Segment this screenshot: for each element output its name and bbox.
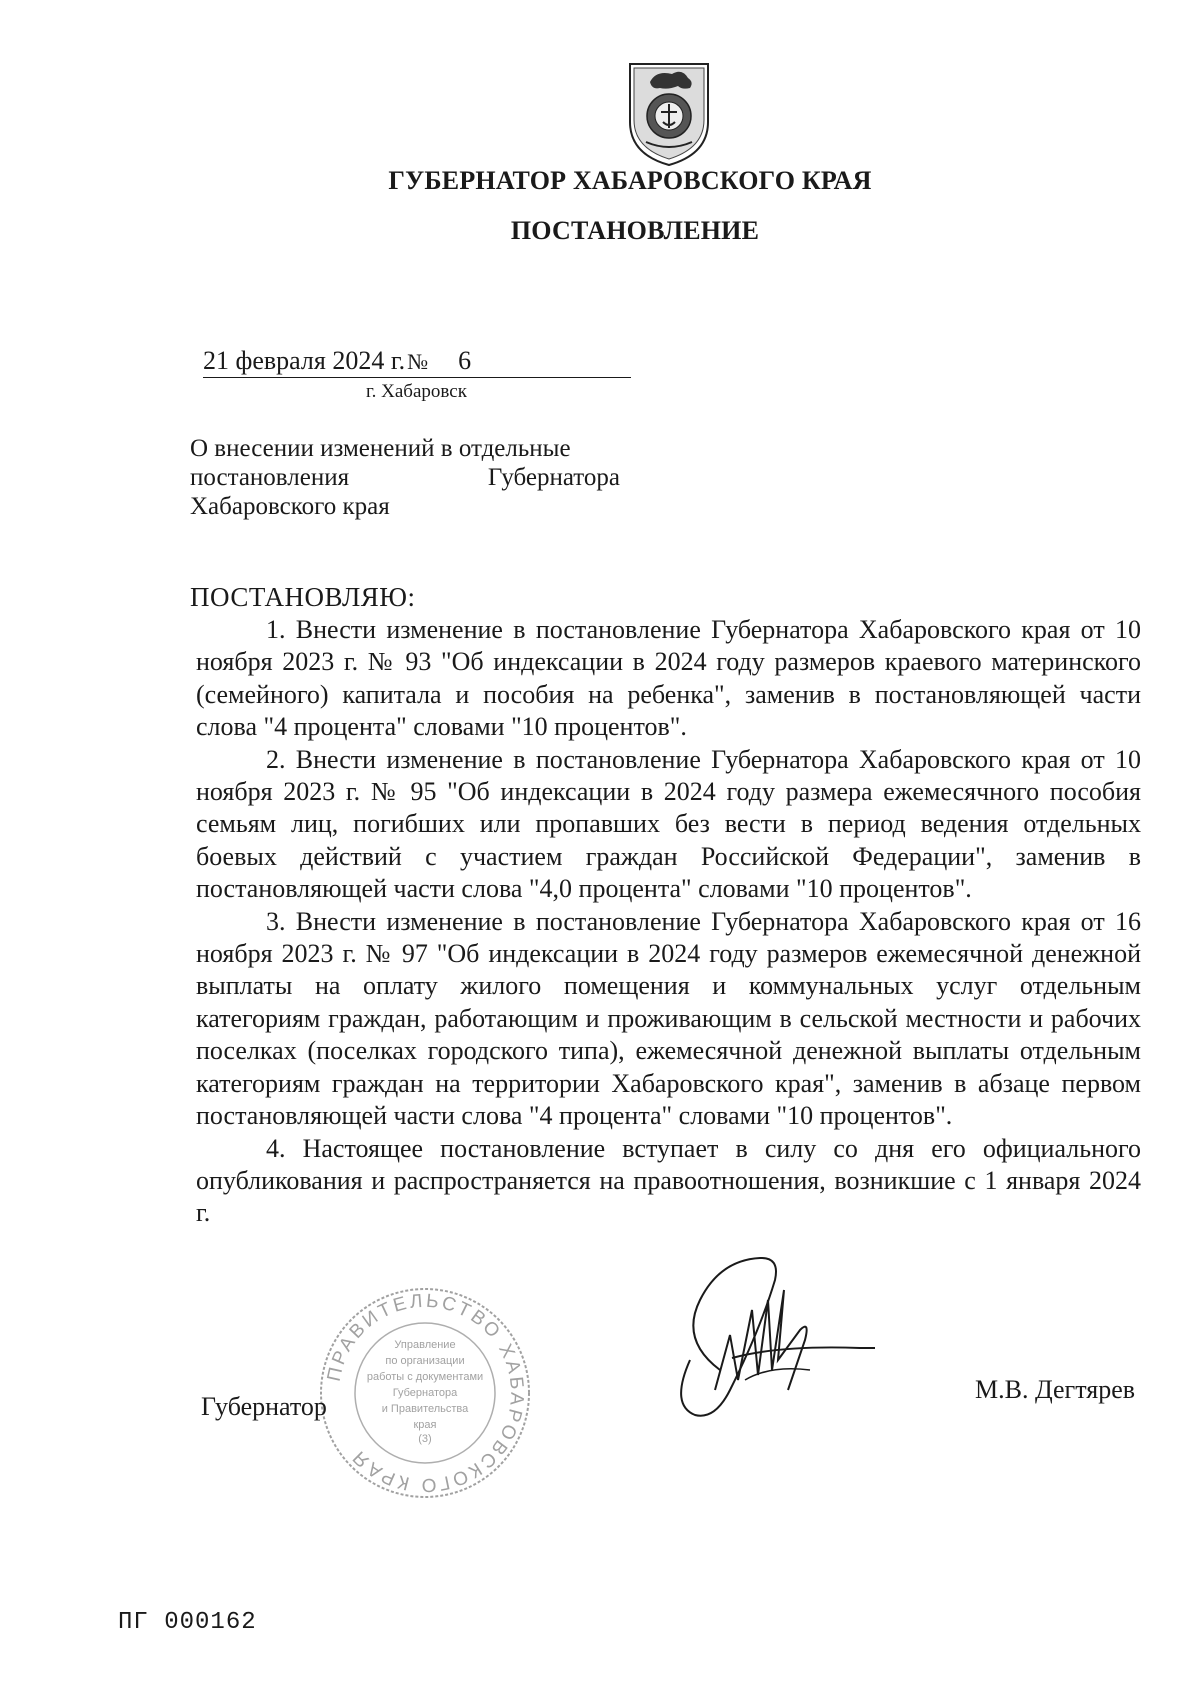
subject-line-2-left: постановления [190,464,350,491]
subject-line-3: Хабаровского края [190,493,390,520]
stamp-center-line-7: (3) [418,1433,432,1445]
document-body [196,614,1141,1230]
document-number: 6 [458,346,472,375]
stamp-center-line-4: Губернатора [392,1387,458,1399]
stamp-center-line-5: и Правительства [381,1403,469,1415]
date-underline [203,377,631,378]
signatory-name: М.В. Дегтярев [975,1375,1136,1404]
paragraph-4: 4. Настоящее постановление вступает в силу со дня его официального опубликования и распространяется на правоотношения, возникшие с 1 января 2024 г. [196,1133,1141,1228]
number-label: № [407,349,429,374]
document-header [0,166,1200,246]
official-stamp [316,1284,534,1502]
date-number-line [203,346,471,376]
stamp-ring-text: ПРАВИТЕЛЬСТВО ХАБАРОВСКОГО КРАЯ [323,1290,528,1496]
coat-of-arms-emblem [624,60,714,168]
subject-line-2 [190,463,620,492]
stamp-center-line-6: края [413,1419,437,1431]
stamp-center-line-1: Управление [394,1339,456,1351]
document-subject [190,434,620,521]
paragraph-2: 2. Внести изменение в постановление Губернатора Хабаровского края от 10 ноября 2023 г. № 95 "Об индексации в 2024 году размера ежемесячного пособия семьям лиц, погибших или пропавших без вести в период ведения отдельных боевых действий с участием граждан Российской Федерации", заменив в постановляющей части слова "4,0 процента" словами "10 процентов". [196,744,1141,904]
handwritten-signature [660,1240,890,1440]
document-date: 21 февраля 2024 г. [203,346,406,375]
stamp-center-line-2: по организации [385,1355,465,1367]
issuer-title: ГУБЕРНАТОР ХАБАРОВСКОГО КРАЯ [388,166,872,195]
signatory-position: Губернатор [201,1392,327,1421]
document-serial: ПГ 000162 [118,1609,257,1636]
subject-line-2-right: Губернатора [487,464,620,491]
stamp-center-line-3: работы с документами [366,1371,484,1383]
paragraph-3: 3. Внести изменение в постановление Губернатора Хабаровского края от 16 ноября 2023 г. № 97 "Об индексации в 2024 году размеров ежемесячной денежной выплаты на оплату жилого помещения и коммунальных услуг отдельным категориям граждан, работающим и проживающим в сельской местности и рабочих поселках (поселках городского типа), ежемесячной денежной выплаты отдельным категориям граждан на территории Хабаровского края", заменив в абзаце первом постановляющей части слова "4 процента" словами "10 процентов". [196,906,1141,1131]
subject-line-1: О внесении изменений в отдельные [190,435,571,462]
document-place: г. Хабаровск [366,381,467,402]
paragraph-1: 1. Внести изменение в постановление Губернатора Хабаровского края от 10 ноября 2023 г. № 93 "Об индексации в 2024 году размеров краевого материнского (семейного) капитала и пособия на ребенка", заменив в постановляющей части слова "4 процента" словами "10 процентов". [196,615,1141,742]
document-type: ПОСТАНОВЛЕНИЕ [510,216,760,245]
resolve-heading: ПОСТАНОВЛЯЮ: [190,582,416,612]
